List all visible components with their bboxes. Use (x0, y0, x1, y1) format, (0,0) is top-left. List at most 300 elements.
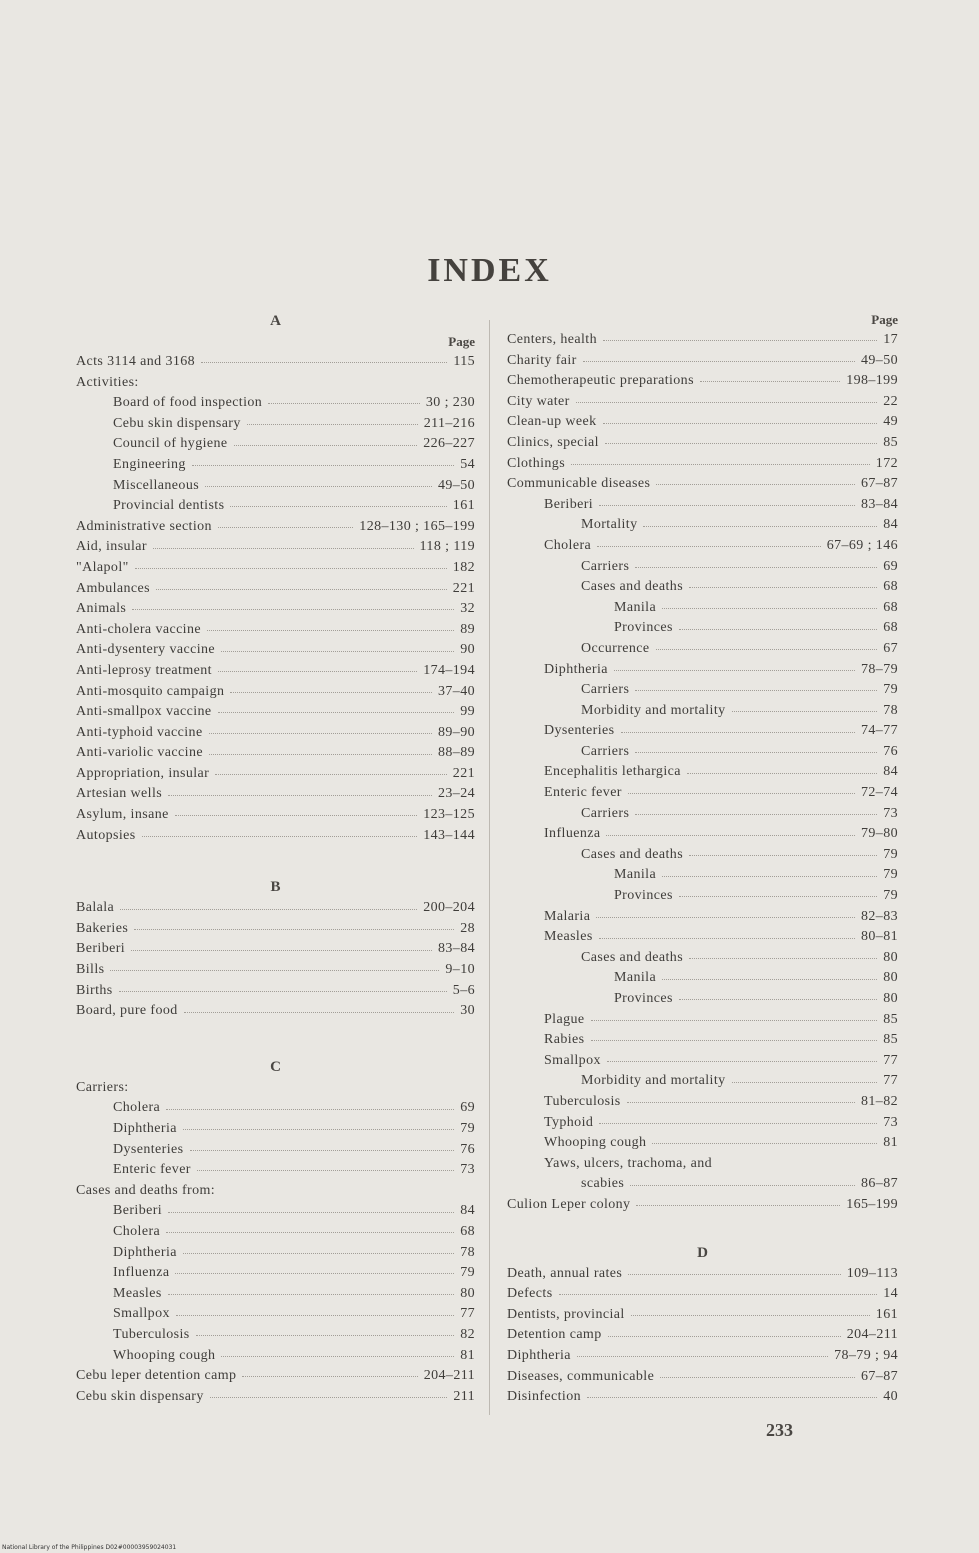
dot-leader (120, 908, 417, 910)
dot-leader (207, 629, 454, 631)
index-entry (507, 1367, 898, 1388)
index-entry (76, 826, 475, 847)
index-entry (507, 989, 898, 1010)
dot-leader (662, 978, 877, 980)
entry-label: Diseases, communicable (507, 1368, 655, 1384)
entry-page: 77 (460, 1306, 475, 1322)
entry-label: Artesian wells (76, 786, 163, 802)
dot-leader (635, 813, 877, 815)
index-entry (507, 1113, 898, 1134)
index-entry (76, 1387, 475, 1408)
entry-label: Ambulances (76, 580, 150, 596)
entry-label: Balala (76, 900, 115, 916)
index-entry (507, 1174, 898, 1195)
index-entry (76, 784, 475, 805)
dot-leader (718, 1164, 892, 1165)
entry-page: 88–89 (438, 745, 475, 761)
index-entry (76, 981, 475, 1002)
dot-leader (643, 525, 877, 527)
dot-leader (576, 401, 877, 403)
dot-leader (175, 1272, 454, 1274)
entry-page: 37–40 (438, 683, 475, 699)
entry-page: 69 (883, 558, 898, 574)
index-entry (76, 723, 475, 744)
index-entry (76, 1222, 475, 1243)
dot-leader (183, 1128, 454, 1130)
entry-label: Carriers (581, 682, 630, 698)
entry-label: City water (507, 393, 570, 409)
entry-page: 73 (883, 1114, 898, 1130)
dot-leader (234, 444, 418, 446)
dot-leader (635, 689, 877, 691)
index-entry (507, 433, 898, 454)
entry-page: 67–87 (861, 1368, 898, 1384)
dot-leader (608, 1335, 841, 1337)
index-entry (76, 1284, 475, 1305)
entry-label: Bakeries (76, 920, 129, 936)
dot-leader (168, 1293, 455, 1295)
entry-label: Miscellaneous (113, 477, 200, 493)
entry-label: Tuberculosis (113, 1326, 190, 1342)
dot-leader (221, 650, 454, 652)
dot-leader (134, 928, 454, 930)
index-entry (507, 536, 898, 557)
dot-leader (135, 567, 447, 569)
dot-leader (218, 711, 455, 713)
index-entry (76, 393, 475, 414)
dot-leader (583, 360, 855, 362)
index-entry (507, 701, 898, 722)
entry-page: 143–144 (423, 827, 475, 843)
dot-leader (628, 1273, 840, 1275)
entry-page: 165–199 (846, 1196, 898, 1212)
entry-page: 80 (460, 1285, 475, 1301)
dot-leader (218, 670, 417, 672)
dot-leader (599, 937, 855, 939)
dot-leader (230, 691, 432, 693)
entry-page: 221 (452, 765, 475, 781)
entry-page: 82–83 (861, 908, 898, 924)
entry-label: Cases and deaths (581, 579, 684, 595)
entry-page: 79 (883, 867, 898, 883)
entry-page: 30 ; 230 (425, 395, 475, 411)
index-entry (76, 702, 475, 723)
index-entry (76, 640, 475, 661)
entry-label: Cases and deaths (581, 846, 684, 862)
entry-label: Communicable diseases (507, 476, 651, 492)
index-entry (76, 1098, 475, 1119)
entry-label: Provincial dentists (113, 498, 225, 514)
index-entry (507, 577, 898, 598)
index-entry (507, 1030, 898, 1051)
entry-page: 81 (883, 1135, 898, 1151)
entry-label: Centers, health (507, 332, 597, 347)
index-entry (76, 1119, 475, 1140)
dot-leader (591, 1039, 878, 1041)
page-column-header: Page (448, 334, 475, 349)
entry-label: Enteric fever (113, 1162, 191, 1178)
entry-page: 22 (883, 393, 898, 409)
entry-label: Chemotherapeutic preparations (507, 373, 694, 389)
dot-leader (135, 1088, 469, 1089)
entry-page: 67–87 (861, 476, 898, 492)
entry-label: Beriberi (544, 496, 594, 512)
index-entry (76, 599, 475, 620)
index-entry (507, 1051, 898, 1072)
entry-page: 204–211 (846, 1327, 898, 1343)
dot-leader (656, 483, 855, 485)
section-gap (507, 1216, 898, 1242)
index-entry (507, 1387, 898, 1408)
index-entry (76, 805, 475, 826)
index-entry (507, 474, 898, 495)
entry-label: Anti-smallpox vaccine (76, 704, 212, 720)
entry-label: Diphtheria (507, 1347, 571, 1363)
entry-label: Diphtheria (113, 1244, 177, 1260)
entry-page: 23–24 (438, 786, 475, 802)
entry-label: Cebu skin dispensary (113, 415, 241, 431)
entry-page: 49 (883, 414, 898, 430)
dot-leader (635, 751, 877, 753)
index-entry (507, 865, 898, 886)
entry-page: 128–130 ; 165–199 (359, 518, 475, 534)
index-entry (76, 496, 475, 517)
section-letter: B (270, 879, 281, 896)
entry-page: 221 (452, 580, 475, 596)
index-entry (507, 1133, 898, 1154)
index-entry (507, 351, 898, 372)
entry-label: Clinics, special (507, 434, 599, 450)
index-entry (507, 783, 898, 804)
entry-page: 73 (883, 805, 898, 821)
entry-label: Births (76, 982, 113, 998)
entry-label: Rabies (544, 1032, 585, 1048)
dot-leader (221, 1191, 469, 1192)
dot-leader (614, 669, 855, 671)
entry-page: 76 (460, 1141, 475, 1157)
entry-page: 80–81 (861, 929, 898, 945)
entry-label: Beriberi (76, 941, 126, 957)
entry-label: Smallpox (544, 1052, 601, 1068)
entry-page: 161 (875, 1306, 898, 1322)
entry-label: Morbidity and mortality (581, 702, 726, 718)
entry-label: Dysenteries (544, 723, 615, 739)
entry-label: Animals (76, 601, 127, 617)
dot-leader (660, 1376, 855, 1378)
entry-page: 226–227 (423, 436, 475, 452)
dot-leader (184, 1011, 455, 1013)
entry-label: "Alapol" (76, 559, 129, 575)
dot-leader (732, 1081, 878, 1083)
entry-label: Anti-dysentery vaccine (76, 642, 216, 658)
index-entry (507, 927, 898, 948)
dot-leader (209, 753, 432, 755)
dot-leader (732, 710, 878, 712)
entry-label: Anti-mosquito campaign (76, 683, 225, 699)
entry-page: 89 (460, 621, 475, 637)
entry-label: Cholera (544, 537, 592, 553)
entry-page: 79 (883, 888, 898, 904)
index-entry (76, 898, 475, 919)
dot-leader (268, 402, 420, 404)
entry-label: Anti-cholera vaccine (76, 621, 201, 637)
index-entry (507, 886, 898, 907)
index-entry (507, 824, 898, 845)
entry-page: 123–125 (423, 807, 475, 823)
entry-page: 118 ; 119 (419, 539, 475, 555)
dot-leader (689, 854, 877, 856)
page-number: 233 (766, 1420, 793, 1440)
entry-page: 49–50 (861, 352, 898, 368)
dot-leader (247, 423, 418, 425)
entry-page: 72–74 (861, 785, 898, 801)
index-entry (76, 1140, 475, 1161)
index-entry (507, 412, 898, 433)
section-gap (76, 846, 475, 876)
dot-leader (142, 835, 418, 837)
left-column (76, 310, 475, 1407)
entry-page: 198–199 (846, 373, 898, 389)
index-entry (76, 1325, 475, 1346)
index-entry (507, 495, 898, 516)
entry-page: 30 (460, 1003, 475, 1019)
entry-label: Occurrence (581, 640, 650, 656)
entry-page: 172 (875, 455, 898, 471)
entry-label: Dysenteries (113, 1141, 184, 1157)
entry-page: 200–204 (423, 900, 475, 916)
dot-leader (603, 422, 878, 424)
entry-page: 78 (460, 1244, 475, 1260)
section-letter: A (270, 313, 281, 329)
index-entry (76, 558, 475, 579)
index-entry (76, 414, 475, 435)
index-entry (76, 939, 475, 960)
dot-leader (605, 442, 877, 444)
entry-page: 32 (460, 601, 475, 617)
dot-leader (597, 545, 821, 547)
entry-page: 85 (883, 1011, 898, 1027)
entry-page: 78–79 ; 94 (834, 1347, 898, 1363)
dot-leader (627, 1101, 855, 1103)
index-entry (507, 1346, 898, 1367)
index-entry (76, 476, 475, 497)
entry-page: 83–84 (438, 941, 475, 957)
index-entry (507, 762, 898, 783)
index-entry (507, 721, 898, 742)
dot-leader (687, 772, 877, 774)
dot-leader (700, 380, 840, 382)
dot-leader (662, 875, 877, 877)
entry-label: Enteric fever (544, 785, 622, 801)
entry-label: Carriers (581, 805, 630, 821)
entry-label: Death, annual rates (507, 1265, 623, 1281)
entry-page: 82 (460, 1326, 475, 1342)
dot-leader (242, 1375, 417, 1377)
index-entry (507, 1010, 898, 1031)
dot-leader (196, 1334, 455, 1336)
entry-label: Diphtheria (113, 1121, 177, 1136)
entry-label: Board, pure food (76, 1003, 178, 1019)
index-entry (76, 1243, 475, 1264)
right-column (507, 310, 898, 1408)
dot-leader (153, 547, 414, 549)
index-entry (76, 919, 475, 940)
index-entry (76, 1346, 475, 1367)
entry-page: 79 (460, 1265, 475, 1281)
entry-label: Carriers (581, 558, 630, 574)
index-entry (76, 661, 475, 682)
entry-label: Influenza (544, 826, 601, 842)
dot-leader (628, 792, 855, 794)
entry-label: Measles (113, 1285, 162, 1301)
entry-page: 174–194 (423, 662, 475, 678)
entry-page: 9–10 (445, 962, 475, 978)
entry-label: Charity fair (507, 352, 577, 368)
entry-page: 17 (883, 332, 898, 347)
dot-leader (209, 732, 432, 734)
dot-leader (603, 339, 877, 341)
index-entry (76, 960, 475, 981)
entry-label: Whooping cough (113, 1347, 216, 1363)
entry-label: Whooping cough (544, 1135, 647, 1151)
entry-label: Activities: (76, 374, 139, 390)
footer-text: National Library of the Philippines D02#00003959024031 (2, 1544, 177, 1551)
entry-page: 49–50 (438, 477, 475, 493)
entry-label: Appropriation, insular (76, 765, 210, 781)
index-entry (507, 618, 898, 639)
dot-leader (190, 1149, 455, 1151)
index-entry (76, 1078, 475, 1099)
entry-page: 14 (883, 1286, 898, 1302)
dot-leader (175, 814, 417, 816)
dot-leader (205, 485, 432, 487)
page-column-header: Page (871, 312, 898, 327)
entry-page: 80 (883, 949, 898, 965)
dot-leader (131, 949, 432, 951)
entry-page: 77 (883, 1052, 898, 1068)
entry-label: Defects (507, 1286, 553, 1302)
entry-label: Dentists, provincial (507, 1306, 625, 1322)
entry-page: 5–6 (452, 982, 475, 998)
index-entry (76, 743, 475, 764)
dot-leader (218, 526, 353, 528)
entry-page: 68 (883, 579, 898, 595)
entry-label: scabies (581, 1176, 625, 1192)
dot-leader (591, 1019, 878, 1021)
dot-leader (652, 1142, 877, 1144)
index-entry (507, 1154, 898, 1175)
index-entry (76, 517, 475, 538)
entry-page: 68 (460, 1223, 475, 1239)
entry-label: Plague (544, 1011, 585, 1027)
entry-page: 78 (883, 702, 898, 718)
dot-leader (201, 361, 447, 363)
dot-leader (606, 834, 855, 836)
entry-label: Carriers: (76, 1079, 129, 1095)
index-entry (507, 392, 898, 413)
index-entry (76, 1181, 475, 1202)
entry-label: Culion Leper colony (507, 1196, 631, 1212)
entry-page: 79 (883, 846, 898, 862)
entry-page: 40 (883, 1389, 898, 1405)
entry-page: 73 (460, 1162, 475, 1178)
entry-page: 161 (452, 498, 475, 514)
section-letter: C (270, 1058, 281, 1075)
index-entry (76, 1201, 475, 1222)
dot-leader (192, 464, 454, 466)
dot-leader (577, 1355, 828, 1357)
index-entry (507, 845, 898, 866)
entry-page: 84 (883, 764, 898, 780)
index-entry (507, 1195, 898, 1216)
entry-label: Mortality (581, 517, 638, 533)
index-entry (507, 1305, 898, 1326)
entry-label: Asylum, insane (76, 807, 169, 823)
entry-label: Autopsies (76, 827, 136, 843)
entry-label: Council of hygiene (113, 436, 228, 452)
entry-label: Diphtheria (544, 661, 608, 677)
entry-label: Beriberi (113, 1203, 163, 1219)
entry-page: 204–211 (423, 1368, 475, 1384)
dot-leader (679, 895, 877, 897)
index-entry (76, 579, 475, 600)
index-entry (76, 764, 475, 785)
entry-label: Aid, insular (76, 539, 147, 555)
index-entry (76, 1160, 475, 1181)
entry-page: 81–82 (861, 1093, 898, 1109)
dot-leader (145, 382, 469, 383)
index-entry (507, 454, 898, 475)
index-entry (507, 1325, 898, 1346)
index-entry (76, 1263, 475, 1284)
dot-leader (621, 731, 856, 733)
index-entry (507, 660, 898, 681)
index-entry (76, 373, 475, 394)
dot-leader (166, 1108, 454, 1110)
entry-page: 81 (460, 1347, 475, 1363)
entry-page: 84 (460, 1203, 475, 1219)
entry-label: Administrative section (76, 518, 212, 534)
entry-label: Anti-variolic vaccine (76, 745, 203, 761)
dot-leader (156, 588, 447, 590)
entry-label: Anti-typhoid vaccine (76, 724, 203, 740)
index-entry (507, 1264, 898, 1285)
entry-page: 84 (883, 517, 898, 533)
entry-label: Carriers (581, 743, 630, 759)
entry-page: 67–69 ; 146 (826, 537, 898, 553)
dot-leader (168, 794, 432, 796)
dot-leader (587, 1396, 877, 1398)
index-entry (507, 948, 898, 969)
section-gap (76, 1022, 475, 1056)
index-entry (76, 682, 475, 703)
entry-page: 83–84 (861, 496, 898, 512)
dot-leader (132, 608, 454, 610)
dot-leader (662, 607, 877, 609)
entry-page: 89–90 (438, 724, 475, 740)
dot-leader (679, 998, 877, 1000)
index-entry (76, 620, 475, 641)
entry-page: 211–216 (423, 415, 475, 431)
index-entry (507, 515, 898, 536)
entry-page: 85 (883, 434, 898, 450)
dot-leader (210, 1396, 448, 1398)
dot-leader (215, 773, 447, 775)
index-entry (507, 1092, 898, 1113)
entry-page: 86–87 (861, 1176, 898, 1192)
entry-label: Manila (614, 970, 657, 986)
entry-label: Engineering (113, 456, 186, 472)
